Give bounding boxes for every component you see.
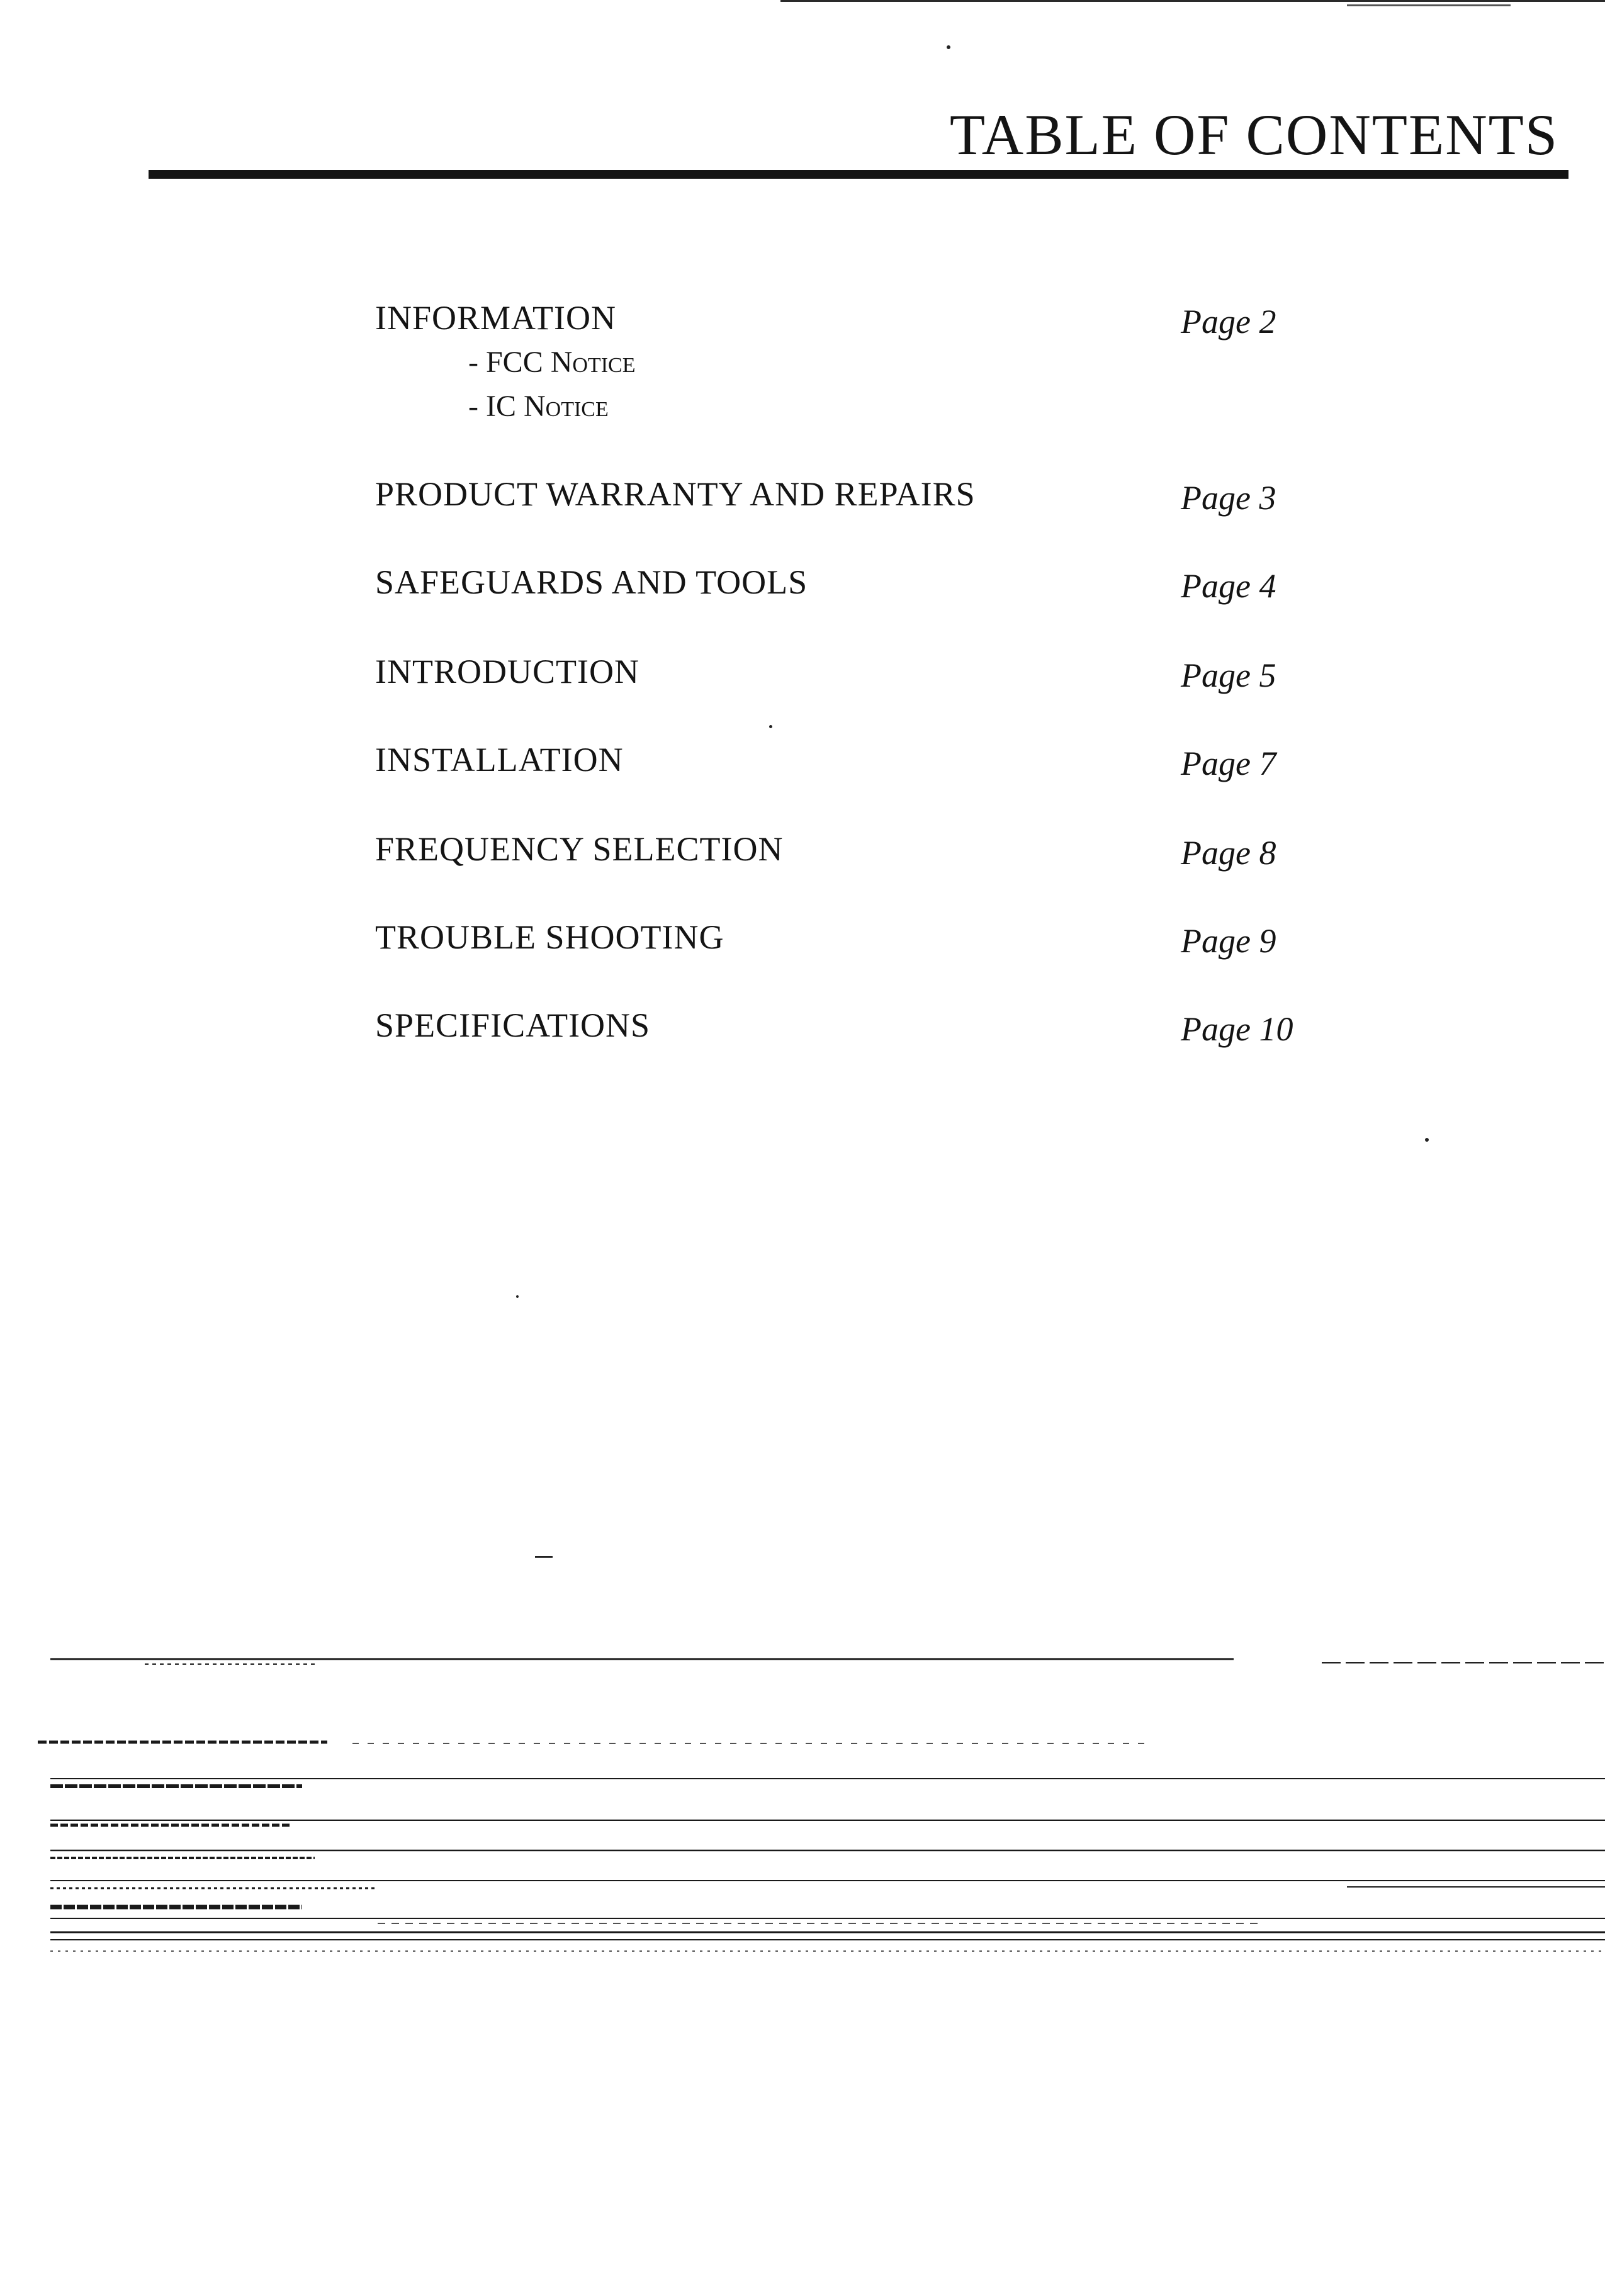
toc-page-introduction: Page 5	[1181, 656, 1276, 694]
toc-entry-product-warranty: PRODUCT WARRANTY AND REPAIRS	[375, 475, 976, 513]
scan-speck	[769, 725, 772, 728]
toc-entry-installation: INSTALLATION	[375, 741, 624, 779]
toc-page-specifications: Page 10	[1181, 1010, 1293, 1048]
toc-entry-information: INFORMATION	[375, 299, 617, 337]
toc-entry-safeguards: SAFEGUARDS AND TOOLS	[375, 563, 808, 601]
toc-entry-frequency-selection: FREQUENCY SELECTION	[375, 830, 784, 868]
page-title: TABLE OF CONTENTS	[949, 103, 1558, 167]
toc-page-safeguards: Page 4	[1181, 567, 1276, 605]
toc-entry-introduction: INTRODUCTION	[375, 653, 639, 690]
toc-page-frequency-selection: Page 8	[1181, 834, 1276, 872]
scan-noise-band	[0, 1636, 1605, 1989]
scan-speck	[1425, 1138, 1429, 1142]
scan-edge-line-short	[1347, 4, 1511, 6]
toc-page-product-warranty: Page 3	[1181, 479, 1276, 517]
toc-page-information: Page 2	[1181, 303, 1276, 340]
toc-subitem-ic-notice: - IC Notice	[468, 390, 609, 423]
scan-speck	[947, 45, 950, 49]
toc-page-installation: Page 7	[1181, 745, 1276, 782]
toc-page-trouble-shooting: Page 9	[1181, 922, 1276, 960]
scan-speck	[535, 1556, 553, 1558]
scan-edge-line	[780, 0, 1605, 2]
title-divider	[149, 170, 1568, 179]
toc-subitem-fcc-notice: - FCC Notice	[468, 346, 636, 379]
toc-entry-specifications: SPECIFICATIONS	[375, 1006, 651, 1044]
scan-speck	[516, 1295, 519, 1298]
toc-entry-trouble-shooting: TROUBLE SHOOTING	[375, 918, 724, 956]
